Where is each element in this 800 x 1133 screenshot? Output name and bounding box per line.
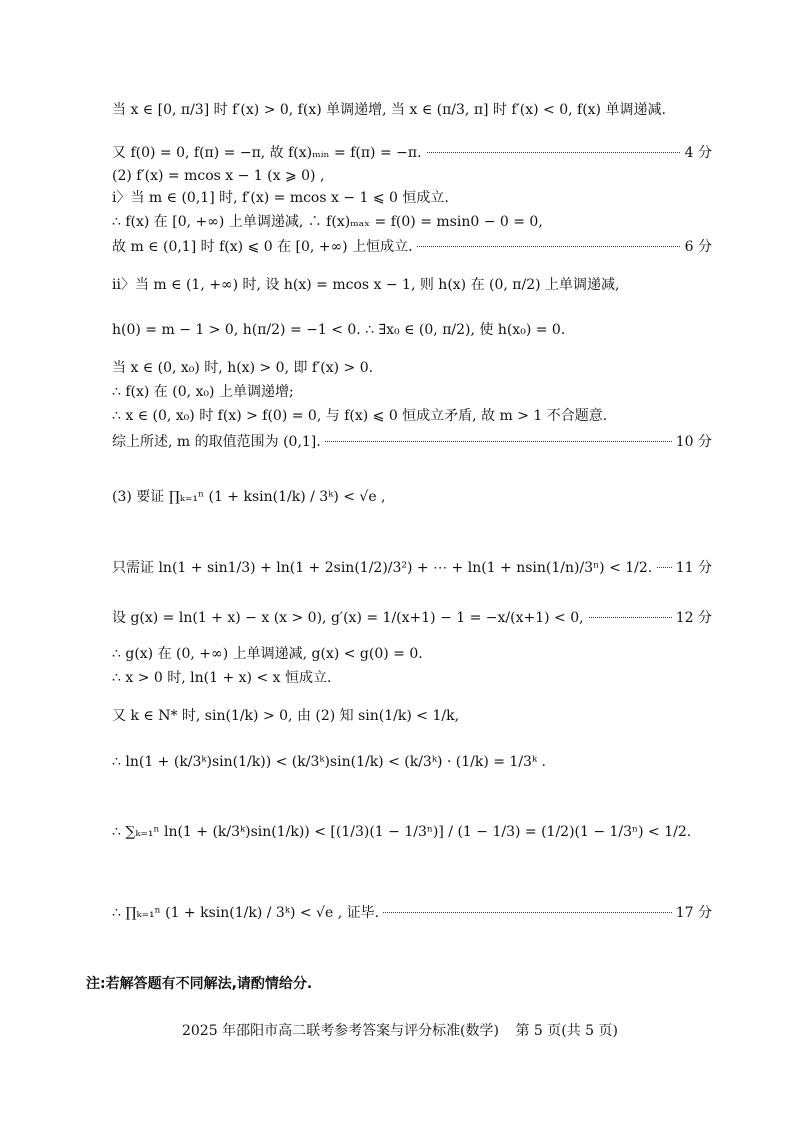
solution-line bbox=[112, 432, 712, 452]
line-text: ∴ f(x) 在 (0, x₀) 上单调递增; bbox=[112, 384, 294, 400]
solution-line bbox=[112, 487, 712, 507]
score-label: 6 分 bbox=[681, 237, 712, 257]
line-text: ⅰ〉当 m ∈ (0,1] 时, f′(x) = mcos x − 1 ⩽ 0 恒成立. bbox=[112, 190, 449, 206]
solution-line bbox=[112, 903, 712, 923]
score-label: 11 分 bbox=[672, 558, 712, 578]
solution-line bbox=[112, 822, 712, 842]
solution-line bbox=[112, 275, 712, 295]
solution-line bbox=[112, 212, 712, 232]
score-label: 10 分 bbox=[672, 432, 712, 452]
solution-line bbox=[112, 188, 712, 208]
line-text: ∴ x > 0 时, ln(1 + x) < x 恒成立. bbox=[112, 670, 332, 686]
line-text: (2) f′(x) = mcos x − 1 (x ⩾ 0) , bbox=[112, 168, 325, 184]
line-text: 故 m ∈ (0,1] 时 f(x) ⩽ 0 在 [0, +∞) 上恒成立. bbox=[112, 237, 417, 257]
line-text: ∴ ∏ₖ₌₁ⁿ (1 + ksin(1/k) / 3ᵏ) < √e , 证毕. bbox=[112, 903, 383, 923]
score-label: 12 分 bbox=[672, 608, 712, 628]
footer-page-number: 第 5 页(共 5 页) bbox=[515, 1023, 618, 1039]
line-text: ∴ x ∈ (0, x₀) 时 f(x) > f(0) = 0, 与 f(x) ⩽ 0 恒成立矛盾, 故 m > 1 不合题意. bbox=[112, 408, 608, 424]
line-text: ∴ ∑ₖ₌₁ⁿ ln(1 + (k/3ᵏ)sin(1/k)) < [(1/3)(1 − 1/3ⁿ)] / (1 − 1/3) = (1/2)(1 − 1/3ⁿ) < 1/2. bbox=[112, 824, 692, 840]
line-text: ∴ f(x) 在 [0, +∞) 上单调递减, ∴ f(x)ₘₐₓ = f(0) = msin0 − 0 = 0, bbox=[112, 214, 543, 230]
line-text: 又 k ∈ N* 时, sin(1/k) > 0, 由 (2) 知 sin(1/k) < 1/k, bbox=[112, 708, 460, 724]
line-text: (3) 要证 ∏ₖ₌₁ⁿ (1 + ksin(1/k) / 3ᵏ) < √e , bbox=[112, 489, 386, 505]
footer-title: 2025 年邵阳市高二联考参考答案与评分标准(数学) bbox=[181, 1023, 499, 1039]
score-label: 17 分 bbox=[672, 903, 712, 923]
solution-line bbox=[112, 320, 712, 340]
solution-line bbox=[112, 644, 712, 664]
solution-line bbox=[112, 166, 712, 186]
solution-line bbox=[112, 358, 712, 378]
score-label: 4 分 bbox=[681, 143, 712, 163]
grading-note: 注:若解答题有不同解法,请酌情给分. bbox=[86, 976, 313, 992]
solution-line bbox=[112, 143, 712, 163]
solution-line bbox=[112, 382, 712, 402]
solution-line bbox=[112, 608, 712, 628]
line-text: ∴ ln(1 + (k/3ᵏ)sin(1/k)) < (k/3ᵏ)sin(1/k) < (k/3ᵏ) · (1/k) = 1/3ᵏ . bbox=[112, 754, 546, 770]
line-text: 又 f(0) = 0, f(π) = −π, 故 f(x)ₘᵢₙ = f(π) = −π. bbox=[112, 143, 426, 163]
solution-line bbox=[112, 558, 712, 578]
solution-line bbox=[112, 668, 712, 688]
solution-line bbox=[112, 100, 712, 120]
page-footer bbox=[0, 1020, 800, 1040]
line-text: 当 x ∈ (0, x₀) 时, h(x) > 0, 即 f′(x) > 0. bbox=[112, 360, 374, 376]
line-text: 只需证 ln(1 + sin1/3) + ln(1 + 2sin(1/2)/3²) + ⋯ + ln(1 + nsin(1/n)/3ⁿ) < 1/2. bbox=[112, 558, 656, 578]
line-text: 当 x ∈ [0, π/3] 时 f′(x) > 0, f(x) 单调递增, 当 x ∈ (π/3, π] 时 f′(x) < 0, f(x) 单调递减. bbox=[112, 102, 666, 118]
line-text: 设 g(x) = ln(1 + x) − x (x > 0), g′(x) = 1/(x+1) − 1 = −x/(x+1) < 0, bbox=[112, 608, 588, 628]
line-text: 综上所述, m 的取值范围为 (0,1]. bbox=[112, 432, 325, 452]
solution-line bbox=[112, 752, 712, 772]
solution-line bbox=[112, 237, 712, 257]
line-text: ⅱ〉当 m ∈ (1, +∞) 时, 设 h(x) = mcos x − 1, 则 h(x) 在 (0, π/2) 上单调递减, bbox=[112, 277, 620, 293]
line-text: ∴ g(x) 在 (0, +∞) 上单调递减, g(x) < g(0) = 0. bbox=[112, 646, 423, 662]
line-text: h(0) = m − 1 > 0, h(π/2) = −1 < 0. ∴ ∃x₀ ∈ (0, π/2), 使 h(x₀) = 0. bbox=[112, 322, 566, 338]
solution-line bbox=[112, 706, 712, 726]
solution-line bbox=[112, 406, 712, 426]
